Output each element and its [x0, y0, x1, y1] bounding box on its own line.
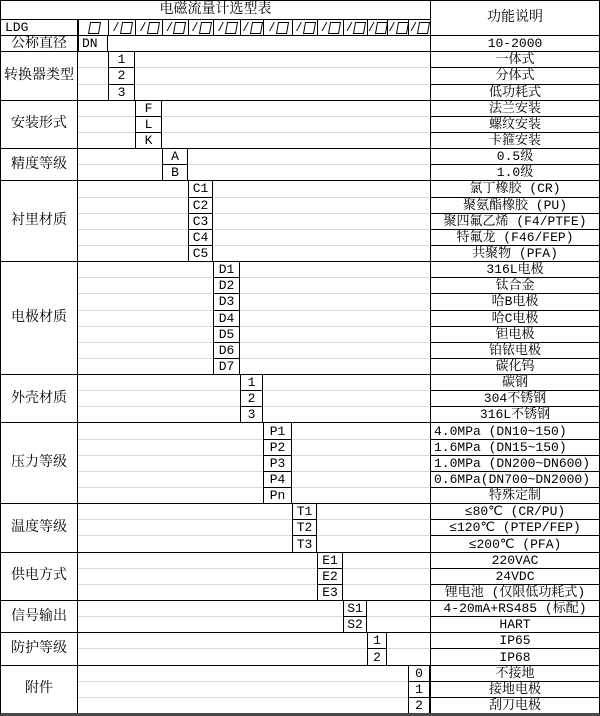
group-label-11: 防护等级 [1, 632, 78, 664]
group-label-4: 衬里材质 [1, 180, 78, 261]
filler-cell [78, 84, 108, 100]
code-cell: T1 [292, 503, 317, 519]
description-cell: 刮刀电极 [430, 697, 599, 713]
filler-cell [213, 229, 430, 245]
description-cell: ≤120℃ (PTEP/FEP) [430, 519, 599, 535]
filler-cell [317, 503, 430, 519]
group-label-7: 压力等级 [1, 422, 78, 503]
filler-cell [135, 67, 430, 83]
slash-separator: / [217, 20, 225, 35]
description-cell: 220VAC [430, 552, 599, 568]
filler-cell [78, 648, 367, 664]
slash-separator: / [242, 20, 250, 35]
code-cell: E1 [317, 552, 343, 568]
filler-cell [213, 197, 430, 213]
description-cell: 0.5级 [430, 148, 599, 164]
slash-separator: / [388, 20, 396, 35]
code-cell: L [135, 116, 162, 132]
description-cell: 316L不锈钢 [430, 406, 599, 422]
code-cell: S1 [343, 600, 367, 616]
filler-cell [78, 245, 188, 261]
description-cell: 1.6MPa (DN15~150) [430, 439, 599, 455]
group-label-8: 温度等级 [1, 503, 78, 551]
filler-cell [78, 374, 240, 390]
code-box-icon [276, 22, 289, 34]
filler-cell [78, 310, 213, 326]
code-cell: D1 [213, 261, 240, 277]
filler-cell [78, 600, 343, 616]
model-code-slot [213, 19, 240, 35]
group-label-0: 公称直径 [1, 35, 78, 51]
slash-separator: / [165, 20, 174, 35]
filler-cell [263, 390, 430, 406]
model-code-slot [367, 19, 387, 35]
code-cell: E3 [317, 584, 343, 600]
filler-cell [78, 277, 213, 293]
description-cell: 316L电极 [430, 261, 599, 277]
slash-separator: / [295, 20, 303, 35]
filler-cell [240, 326, 430, 342]
filler-cell [108, 35, 430, 51]
description-cell: 锂电池 (仅限低功耗式) [430, 584, 599, 600]
filler-cell [213, 213, 430, 229]
filler-cell [78, 358, 213, 374]
slash-separator: / [368, 20, 376, 35]
table-title: 电磁流量计选型表 [159, 2, 272, 18]
code-box-icon [417, 22, 430, 34]
code-cell: F [135, 100, 162, 116]
code-box-icon [396, 22, 408, 34]
description-cell: 分体式 [430, 67, 599, 83]
filler-cell [162, 116, 430, 132]
filler-cell [263, 374, 430, 390]
slash-separator: / [139, 20, 147, 35]
filler-cell [240, 358, 430, 374]
code-box-icon [199, 22, 212, 34]
code-box-icon [147, 22, 160, 34]
description-cell: 碳化钨 [430, 358, 599, 374]
filler-cell [240, 293, 430, 309]
code-cell: K [135, 132, 162, 148]
model-code-slot [135, 19, 162, 35]
code-box-icon [87, 22, 100, 34]
description-cell: 一体式 [430, 51, 599, 67]
filler-cell [78, 148, 162, 164]
filler-cell [240, 261, 430, 277]
description-cell: 氯丁橡胶 (CR) [430, 180, 599, 196]
description-cell: 聚氨酯橡胶 (PU) [430, 197, 599, 213]
filler-cell [78, 180, 188, 196]
code-cell: C3 [188, 213, 213, 229]
filler-cell [343, 552, 430, 568]
description-cell: IP65 [430, 632, 599, 648]
code-cell: D6 [213, 342, 240, 358]
filler-cell [78, 665, 408, 681]
filler-cell [162, 132, 430, 148]
description-cell: 法兰安装 [430, 100, 599, 116]
code-cell: C1 [188, 180, 213, 196]
filler-cell [78, 568, 317, 584]
filler-cell [78, 439, 263, 455]
filler-cell [367, 600, 430, 616]
group-label-3: 精度等级 [1, 148, 78, 180]
description-cell: 4-20mA+RS485 (标配) [430, 600, 599, 616]
filler-cell [240, 342, 430, 358]
model-code-slot [78, 19, 108, 35]
code-cell: P4 [263, 471, 292, 487]
code-box-icon [375, 22, 387, 34]
model-code-slot [408, 19, 430, 35]
code-cell: D4 [213, 310, 240, 326]
description-cell: 特殊定制 [430, 487, 599, 503]
description-cell: 钽电极 [430, 326, 599, 342]
filler-cell [78, 455, 263, 471]
filler-cell [317, 519, 430, 535]
slash-separator: / [268, 20, 276, 35]
filler-cell [78, 422, 263, 438]
filler-cell [78, 116, 135, 132]
filler-cell [78, 390, 240, 406]
code-box-icon [353, 22, 366, 34]
model-prefix: LDG [1, 19, 78, 35]
code-cell: C2 [188, 197, 213, 213]
code-cell: S2 [343, 616, 367, 632]
description-cell: ≤200℃ (PFA) [430, 535, 599, 551]
filler-cell [78, 326, 213, 342]
code-box-icon [328, 22, 341, 34]
code-box-icon [250, 22, 263, 34]
group-label-5: 电极材质 [1, 261, 78, 374]
filler-cell [188, 164, 430, 180]
description-cell: IP68 [430, 648, 599, 664]
group-label-12: 附件 [1, 665, 78, 713]
filler-cell [78, 261, 213, 277]
code-cell: 3 [108, 84, 135, 100]
description-cell: 304不锈钢 [430, 390, 599, 406]
slash-separator: / [345, 20, 354, 35]
code-cell: 2 [108, 67, 135, 83]
description-cell: 1.0MPa (DN200~DN600) [430, 455, 599, 471]
filler-cell [78, 197, 188, 213]
filler-cell [367, 616, 430, 632]
code-cell: C5 [188, 245, 213, 261]
code-cell: 2 [408, 697, 430, 713]
filler-cell [135, 84, 430, 100]
model-code-slot [162, 19, 188, 35]
filler-cell [162, 100, 430, 116]
group-label-9: 供电方式 [1, 552, 78, 600]
description-cell: 4.0MPa (DN10~150) [430, 422, 599, 438]
filler-cell [292, 439, 430, 455]
filler-cell [78, 213, 188, 229]
filler-cell [343, 584, 430, 600]
code-cell: 1 [408, 681, 430, 697]
description-cell: 接地电极 [430, 681, 599, 697]
code-cell: 2 [240, 390, 263, 406]
filler-cell [213, 180, 430, 196]
description-cell: 聚四氟乙烯 (F4/PTFE) [430, 213, 599, 229]
code-cell: 1 [240, 374, 263, 390]
code-cell: 1 [108, 51, 135, 67]
slash-separator: / [191, 20, 199, 35]
code-cell: D3 [213, 293, 240, 309]
filler-cell [78, 132, 135, 148]
description-cell: 哈B电极 [430, 293, 599, 309]
model-code-slot [240, 19, 263, 35]
filler-cell [78, 616, 343, 632]
filler-cell [135, 51, 430, 67]
description-cell: 特氟龙 (F46/FEP) [430, 229, 599, 245]
filler-cell [78, 632, 367, 648]
filler-cell [292, 455, 430, 471]
code-cell: P2 [263, 439, 292, 455]
model-code-slot [263, 19, 292, 35]
code-cell: C4 [188, 229, 213, 245]
filler-cell [387, 648, 430, 664]
filler-cell [292, 487, 430, 503]
filler-cell [78, 406, 240, 422]
description-cell: 0.6MPa(DN700~DN2000) [430, 471, 599, 487]
filler-cell [78, 681, 408, 697]
code-cell: 1 [367, 632, 387, 648]
code-cell: DN [78, 35, 108, 51]
filler-cell [78, 503, 292, 519]
filler-cell [240, 310, 430, 326]
code-cell: D7 [213, 358, 240, 374]
description-cell: 碳钢 [430, 374, 599, 390]
filler-cell [317, 535, 430, 551]
slash-separator: / [320, 20, 329, 35]
filler-cell [78, 100, 135, 116]
filler-cell [240, 277, 430, 293]
model-code-slot [317, 19, 343, 35]
group-label-2: 安装形式 [1, 100, 78, 148]
code-cell: T3 [292, 535, 317, 551]
code-cell: Pn [263, 487, 292, 503]
slash-separator: / [112, 20, 120, 35]
description-cell: 卡箍安装 [430, 132, 599, 148]
description-cell: 铂铱电极 [430, 342, 599, 358]
description-cell: 钛合金 [430, 277, 599, 293]
code-cell: B [162, 164, 188, 180]
filler-cell [343, 568, 430, 584]
filler-cell [78, 164, 162, 180]
description-cell: 24VDC [430, 568, 599, 584]
filler-cell [78, 229, 188, 245]
filler-cell [387, 632, 430, 648]
code-box-icon [173, 22, 186, 34]
model-code-slot [188, 19, 213, 35]
slash-separator: / [409, 20, 418, 35]
group-label-10: 信号输出 [1, 600, 78, 632]
code-cell: P1 [263, 422, 292, 438]
code-cell: D2 [213, 277, 240, 293]
code-cell: 0 [408, 665, 430, 681]
description-cell: 哈C电极 [430, 310, 599, 326]
code-cell: 3 [240, 406, 263, 422]
code-cell: A [162, 148, 188, 164]
model-code-slot [292, 19, 317, 35]
group-label-1: 转换器类型 [1, 51, 78, 99]
filler-cell [292, 471, 430, 487]
description-cell: ≤80℃ (CR/PU) [430, 503, 599, 519]
filler-cell [213, 245, 430, 261]
filler-cell [78, 552, 317, 568]
description-cell: 共聚物 (PFA) [430, 245, 599, 261]
filler-cell [263, 406, 430, 422]
code-cell: 2 [367, 648, 387, 664]
code-cell: D5 [213, 326, 240, 342]
filler-cell [292, 422, 430, 438]
filler-cell [78, 342, 213, 358]
code-cell: E2 [317, 568, 343, 584]
code-cell: P3 [263, 455, 292, 471]
code-box-icon [120, 22, 133, 34]
code-box-icon [303, 22, 316, 34]
group-label-6: 外壳材质 [1, 374, 78, 422]
model-code-slot [108, 19, 135, 35]
model-code-slot [387, 19, 408, 35]
filler-cell [188, 148, 430, 164]
description-cell: HART [430, 616, 599, 632]
model-code-slot [343, 19, 367, 35]
filler-cell [78, 51, 108, 67]
filler-cell [78, 697, 408, 713]
filler-cell [78, 519, 292, 535]
filler-cell [78, 535, 292, 551]
description-cell: 不接地 [430, 665, 599, 681]
function-column-header: 功能说明 [430, 1, 599, 35]
description-cell: 低功耗式 [430, 84, 599, 100]
code-cell: T2 [292, 519, 317, 535]
description-cell: 10-2000 [430, 35, 599, 51]
filler-cell [78, 67, 108, 83]
description-cell: 1.0级 [430, 164, 599, 180]
filler-cell [78, 487, 263, 503]
filler-cell [78, 584, 317, 600]
code-box-icon [225, 22, 238, 34]
filler-cell [78, 471, 263, 487]
description-cell: 螺纹安装 [430, 116, 599, 132]
filler-cell [78, 293, 213, 309]
